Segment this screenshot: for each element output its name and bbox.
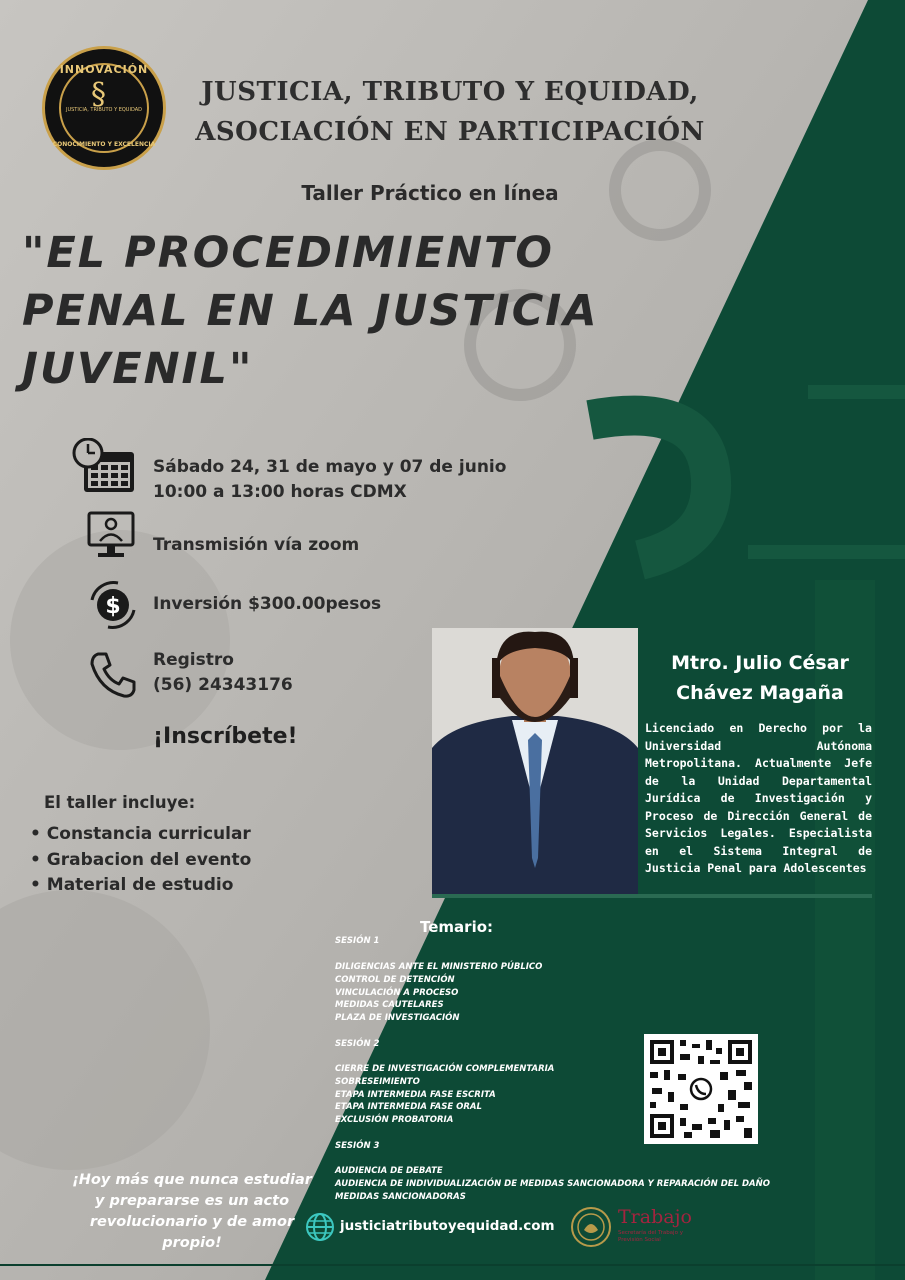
- website-link[interactable]: justiciatributoyequidad.com: [340, 1218, 555, 1234]
- transmission: Transmisión vía zoom: [153, 535, 360, 555]
- list-item: DILIGENCIAS ANTE EL MINISTERIO PÚBLICO: [335, 962, 543, 972]
- list-item: SOBRESEIMIENTO: [335, 1076, 420, 1087]
- registration: [153, 648, 293, 698]
- phone-icon: [88, 650, 138, 700]
- list-item: MEDIDAS SANCIONADORAS: [335, 1191, 466, 1202]
- date-time: [153, 455, 506, 505]
- list-item: EXCLUSIÓN PROBATORIA: [335, 1115, 454, 1126]
- registro-phone: (56) 24343176: [153, 675, 293, 695]
- title-line-2: PENAL EN LA JUSTICIA: [22, 286, 599, 336]
- session-1-list: [335, 961, 542, 1025]
- list-item: • Material de estudio: [30, 875, 234, 895]
- speaker-name-line-2: Chávez Magaña: [676, 682, 844, 704]
- temario-title: Temario:: [420, 918, 494, 936]
- list-item: VINCULACIÓN A PROCESO: [335, 987, 459, 998]
- investment: Inversión $300.00pesos: [153, 594, 382, 614]
- organization-name: [190, 72, 710, 152]
- includes-title: El taller incluye:: [44, 793, 196, 812]
- includes-list: [30, 822, 251, 899]
- list-item: • Grabacion del evento: [30, 849, 252, 870]
- stps-title: Trabajo: [618, 1206, 692, 1228]
- money-icon: [86, 578, 140, 632]
- session-2-label: SESIÓN 2: [335, 1039, 380, 1049]
- list-item: PLAZA DE INVESTIGACIÓN: [335, 1013, 460, 1024]
- title-line-1: "EL PROCEDIMIENTO: [22, 228, 554, 278]
- speaker-bio: Licenciado en Derecho por la Universidad Autónoma Metropolitana. Actualmente Jefe de la Unidad Departamental Jurídica de Investigación y Proceso de Dirección General de Servicios Legales. Especialista en el Sistema Integral de Justicia Penal para Adolescentes: [645, 721, 872, 875]
- list-item: ETAPA INTERMEDIA FASE ORAL: [335, 1102, 482, 1113]
- list-item: CIERRE DE INVESTIGACIÓN COMPLEMENTARIA: [335, 1064, 555, 1074]
- list-item: AUDIENCIA DE DEBATE: [335, 1166, 443, 1176]
- speaker-name: [640, 648, 880, 708]
- title-line-3: JUVENIL": [22, 344, 254, 394]
- motivational-quote: ¡Hoy más que nunca estudiar y prepararse es un acto revolucionario y de amor propio!: [72, 1172, 312, 1251]
- logo-top-text: INNOVACIÓN: [59, 63, 149, 76]
- calendar-clock-icon: [72, 438, 136, 494]
- svg-text:$: $: [105, 594, 121, 619]
- caduceus-icon: §: [91, 77, 106, 112]
- event-date: Sábado 24, 31 de mayo y 07 de junio: [153, 457, 507, 477]
- list-item: MEDIDAS CAUTELARES: [335, 1000, 444, 1011]
- session-1-label: SESIÓN 1: [335, 936, 380, 946]
- list-item: AUDIENCIA DE INDIVIDUALIZACIÓN DE MEDIDAS SANCIONADORA Y REPARACIÓN DEL DAÑO: [335, 1178, 770, 1189]
- registro-label: Registro: [153, 650, 234, 670]
- computer-user-icon: [86, 510, 136, 560]
- session-3-label: SESIÓN 3: [335, 1141, 380, 1151]
- org-line-2: ASOCIACIÓN EN PARTICIPACIÓN: [195, 117, 705, 147]
- speaker-photo: [432, 628, 638, 894]
- event-time: 10:00 a 13:00 horas CDMX: [153, 482, 407, 502]
- session-3-list: [335, 1165, 835, 1203]
- list-item: CONTROL DE DETENCIÓN: [335, 974, 455, 985]
- session-2-list: [335, 1063, 554, 1127]
- speaker-name-line-1: Mtro. Julio César: [671, 652, 849, 674]
- org-line-1: JUSTICIA, TRIBUTO Y EQUIDAD,: [201, 77, 699, 107]
- logo: [42, 46, 166, 170]
- globe-icon: [305, 1212, 335, 1242]
- qr-code[interactable]: [644, 1034, 758, 1144]
- stps-subtitle: Secretaría del Trabajo y Previsión Social: [618, 1230, 683, 1243]
- logo-bottom-text: CONOCIMIENTO Y EXCELENCIA: [52, 141, 156, 148]
- cta-text: ¡Inscríbete!: [153, 724, 298, 749]
- list-item: ETAPA INTERMEDIA FASE ESCRITA: [335, 1089, 496, 1100]
- event-title: [22, 224, 702, 398]
- list-item: • Constancia curricular: [30, 824, 251, 844]
- logo-center-text: JUSTICIA, TRIBUTO Y EQUIDAD: [66, 107, 142, 113]
- event-type: Taller Práctico en línea: [301, 181, 559, 205]
- mexico-coat-of-arms-icon: [570, 1206, 612, 1248]
